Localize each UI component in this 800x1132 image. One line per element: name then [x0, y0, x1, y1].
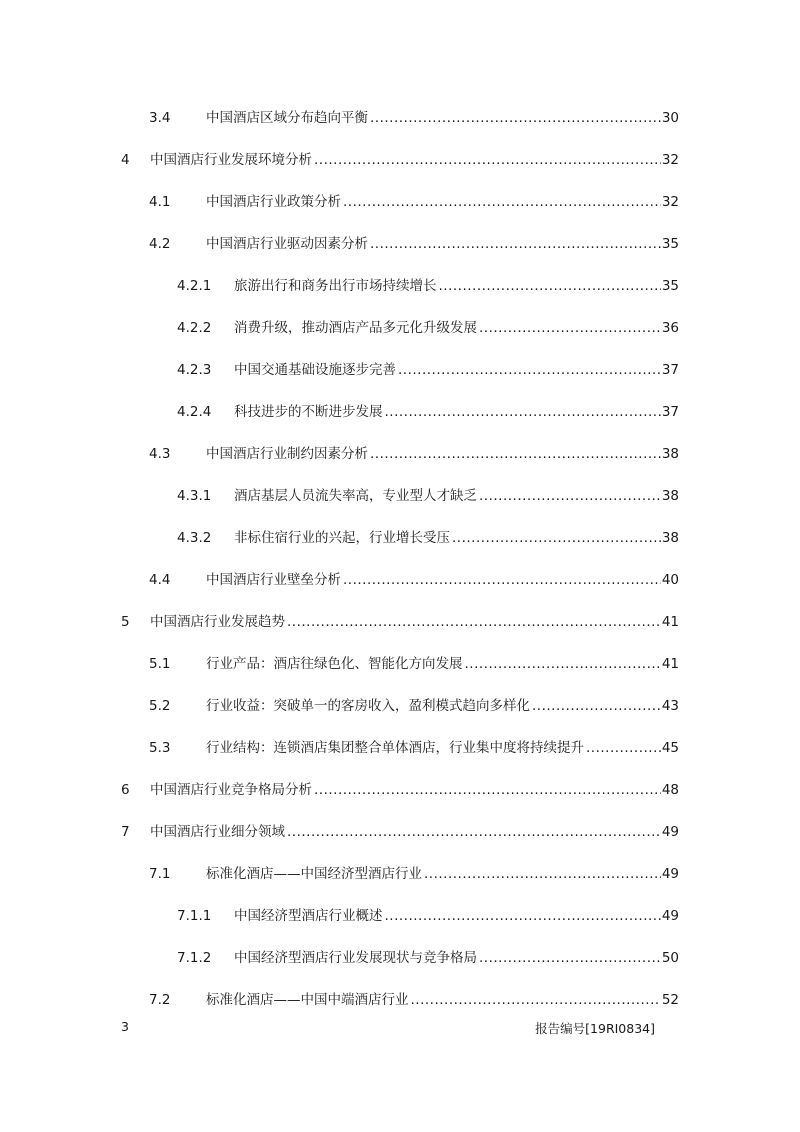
toc-entry-line: [150, 780, 679, 800]
toc-entry-number: 4.3: [149, 446, 171, 462]
toc-entry-number: 7.1.2: [177, 950, 212, 966]
toc-dot-leader: [385, 402, 661, 422]
toc-entry-title: 消费升级，推动酒店产品多元化升级发展: [234, 320, 477, 336]
footer-page-number: 3: [121, 1019, 129, 1034]
toc-entry[interactable]: [0, 433, 800, 475]
toc-entry[interactable]: [0, 979, 800, 1021]
toc-entry-number: 4.3.1: [177, 488, 212, 504]
toc-entry-title: 行业结构：连锁酒店集团整合单体酒店，行业集中度将持续提升: [206, 740, 584, 756]
toc-entry[interactable]: [0, 643, 800, 685]
toc-entry[interactable]: [0, 139, 800, 181]
toc-entry-number: 3.4: [149, 110, 171, 126]
toc-entry-title: 中国酒店行业制约因素分析: [206, 446, 368, 462]
toc-entry[interactable]: [0, 475, 800, 517]
toc-dot-leader: [532, 696, 661, 716]
toc-entry-number: 4.2.1: [177, 278, 212, 294]
toc-entry[interactable]: [0, 559, 800, 601]
toc-entry-page: 48: [661, 782, 679, 798]
toc-dot-leader: [479, 318, 661, 338]
toc-entry-title: 中国酒店行业政策分析: [206, 194, 341, 210]
toc-entry-title: 标准化酒店——中国经济型酒店行业: [206, 866, 422, 882]
toc-entry-line: [234, 906, 679, 926]
toc-entry[interactable]: [0, 223, 800, 265]
toc-entry-number: 4.4: [149, 572, 171, 588]
toc-entry-title: 中国酒店行业细分领域: [150, 824, 285, 840]
toc-entry-title: 中国经济型酒店行业发展现状与竞争格局: [234, 950, 477, 966]
toc-entry-title: 中国酒店行业驱动因素分析: [206, 236, 368, 252]
toc-entry-line: [206, 570, 679, 590]
toc-entry-line: [150, 150, 679, 170]
toc-entry[interactable]: [0, 769, 800, 811]
toc-entry-line: [206, 444, 679, 464]
toc-entry-page: 43: [661, 698, 679, 714]
toc-entry-page: 38: [661, 446, 679, 462]
toc-entry[interactable]: [0, 853, 800, 895]
toc-entry-page: 49: [661, 824, 679, 840]
toc-entry-page: 36: [661, 320, 679, 336]
toc-entry-line: [206, 192, 679, 212]
toc-dot-leader: [411, 990, 661, 1010]
toc-entry-number: 6: [121, 782, 130, 798]
toc-dot-leader: [479, 486, 661, 506]
toc-entry-page: 30: [661, 110, 679, 126]
toc-entry-line: [206, 990, 679, 1010]
toc-dot-leader: [370, 108, 661, 128]
toc-entry-number: 4.2.4: [177, 404, 212, 420]
toc-entry-number: 5.1: [149, 656, 171, 672]
toc-entry-line: [206, 696, 679, 716]
toc-entry[interactable]: [0, 517, 800, 559]
toc-entry-page: 37: [661, 362, 679, 378]
toc-entry-number: 4.2: [149, 236, 171, 252]
toc-entry[interactable]: [0, 265, 800, 307]
toc-entry-page: 32: [661, 194, 679, 210]
toc-entry-number: 7.1: [149, 866, 171, 882]
toc-entry-page: 32: [661, 152, 679, 168]
toc-entry-page: 52: [661, 992, 679, 1008]
toc-entry-number: 4: [121, 152, 130, 168]
toc-entry-title: 中国酒店行业竞争格局分析: [150, 782, 312, 798]
toc-entry-title: 中国酒店行业壁垒分析: [206, 572, 341, 588]
toc-entry-number: 7: [121, 824, 130, 840]
toc-entry-number: 7.2: [149, 992, 171, 1008]
toc-entry[interactable]: [0, 97, 800, 139]
toc-entry-line: [234, 318, 679, 338]
toc-entry-page: 38: [661, 530, 679, 546]
toc-entry-page: 41: [661, 614, 679, 630]
toc-entry-page: 50: [661, 950, 679, 966]
toc-entry-title: 中国酒店行业发展趋势: [150, 614, 285, 630]
toc-entry-line: [234, 276, 679, 296]
toc-dot-leader: [439, 276, 661, 296]
toc-entry-title: 行业收益：突破单一的客房收入，盈利模式趋向多样化: [206, 698, 530, 714]
toc-entry-page: 40: [661, 572, 679, 588]
toc-entry-title: 中国酒店行业发展环境分析: [150, 152, 312, 168]
toc-entry-line: [206, 738, 679, 758]
toc-dot-leader: [314, 780, 661, 800]
page-footer: [121, 1019, 655, 1039]
toc-entry-title: 中国经济型酒店行业概述: [234, 908, 383, 924]
toc-entry-page: 45: [661, 740, 679, 756]
toc-entry-page: 37: [661, 404, 679, 420]
toc-entry-line: [234, 948, 679, 968]
toc-entry-title: 酒店基层人员流失率高，专业型人才缺乏: [234, 488, 477, 504]
toc-entry-page: 35: [661, 236, 679, 252]
toc-entry-line: [150, 822, 679, 842]
toc-entry-line: [234, 528, 679, 548]
toc-entry[interactable]: [0, 811, 800, 853]
toc-dot-leader: [452, 528, 661, 548]
toc-dot-leader: [385, 906, 661, 926]
toc-dot-leader: [287, 612, 661, 632]
footer-report-id: 报告编号[19RI0834]: [535, 1021, 655, 1036]
toc-dot-leader: [343, 570, 661, 590]
toc-dot-leader: [287, 822, 661, 842]
toc-dot-leader: [424, 864, 661, 884]
toc-entry-line: [150, 612, 679, 632]
toc-dot-leader: [586, 738, 661, 758]
toc-entry-line: [234, 486, 679, 506]
toc-entry[interactable]: [0, 307, 800, 349]
toc-entry-line: [234, 402, 679, 422]
toc-entry-page: 41: [661, 656, 679, 672]
toc-entry-page: 38: [661, 488, 679, 504]
toc-entry-title: 非标住宿行业的兴起，行业增长受压: [234, 530, 450, 546]
toc-entry[interactable]: [0, 727, 800, 769]
toc-dot-leader: [479, 948, 661, 968]
toc-entry[interactable]: [0, 685, 800, 727]
toc-dot-leader: [370, 234, 661, 254]
toc-entry-line: [206, 108, 679, 128]
toc-entry-page: 35: [661, 278, 679, 294]
toc-entry[interactable]: [0, 181, 800, 223]
toc-dot-leader: [465, 654, 661, 674]
toc-entry-number: 7.1.1: [177, 908, 212, 924]
toc-entry-page: 49: [661, 866, 679, 882]
toc-entry-number: 5.3: [149, 740, 171, 756]
toc-entry-number: 4.2.2: [177, 320, 212, 336]
toc-entry[interactable]: [0, 937, 800, 979]
toc-dot-leader: [314, 150, 661, 170]
toc-entry[interactable]: [0, 391, 800, 433]
toc-entry-title: 旅游出行和商务出行市场持续增长: [234, 278, 437, 294]
toc-entry-number: 5: [121, 614, 130, 630]
toc-entry-line: [206, 234, 679, 254]
toc-entry-title: 中国酒店区域分布趋向平衡: [206, 110, 368, 126]
toc-entry-page: 49: [661, 908, 679, 924]
toc-entry-number: 4.1: [149, 194, 171, 210]
toc-entry-number: 4.3.2: [177, 530, 212, 546]
toc-entry-number: 4.2.3: [177, 362, 212, 378]
toc-entry-title: 科技进步的不断进步发展: [234, 404, 383, 420]
toc-entry[interactable]: [0, 895, 800, 937]
toc-entry-line: [234, 360, 679, 380]
toc-entry-title: 行业产品：酒店往绿色化、智能化方向发展: [206, 656, 463, 672]
toc-dot-leader: [343, 192, 661, 212]
toc-dot-leader: [370, 444, 661, 464]
toc-entry-title: 中国交通基础设施逐步完善: [234, 362, 396, 378]
toc-entry-number: 5.2: [149, 698, 171, 714]
toc-entry-line: [206, 654, 679, 674]
table-of-contents: [0, 97, 800, 1021]
toc-entry-title: 标准化酒店——中国中端酒店行业: [206, 992, 409, 1008]
toc-entry[interactable]: [0, 601, 800, 643]
toc-entry-line: [206, 864, 679, 884]
toc-entry[interactable]: [0, 349, 800, 391]
toc-dot-leader: [398, 360, 661, 380]
